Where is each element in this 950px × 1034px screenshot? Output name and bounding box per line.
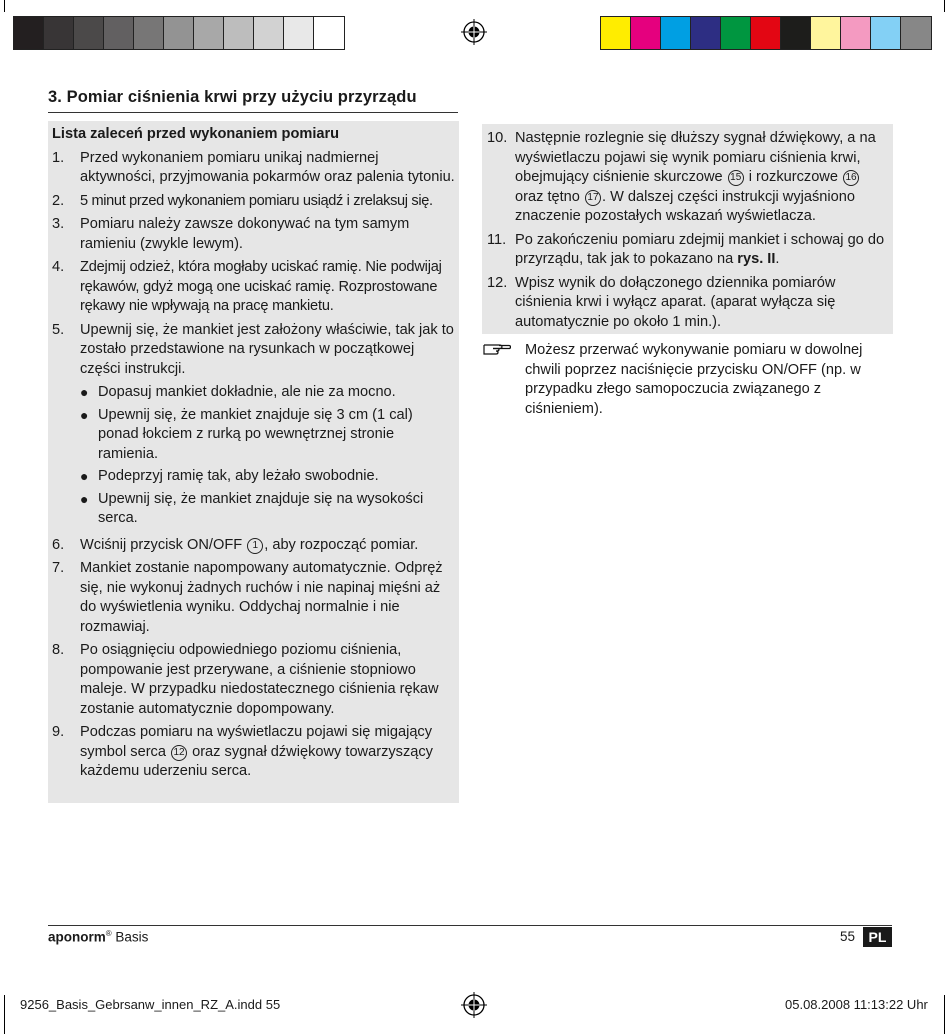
color-swatch <box>631 17 661 49</box>
footer-brand: aponorm® Basis <box>48 929 149 945</box>
checklist-heading: Lista zaleceń przed wykonaniem pomiaru <box>52 126 340 142</box>
reference-number: 12 <box>171 745 187 761</box>
item-text: Po zakończeniu pomiaru zdejmij mankiet i schowaj go do przyrządu, tak jak to pokazano na rys. II. <box>515 231 885 267</box>
trim-mark <box>4 0 5 12</box>
item-text: Upewnij się, że mankiet jest założony właściwie, tak jak to zostało przedstawione na rysunkach w początkowej części instrukcji. <box>80 321 454 377</box>
figure-reference: rys. II <box>737 251 776 267</box>
language-badge: PL <box>863 927 892 947</box>
list-item <box>487 274 887 333</box>
bullet-item: ● Upewnij się, że mankiet znajduje się na wysokości serca. <box>80 490 424 526</box>
item-text: Po osiągnięciu odpowiedniego poziomu ciśnienia, pompowanie jest przerywane, a ciśnienie stopniowo maleje. W przypadku niedostatecznego ciśnienia rękaw zostanie automatycznie dopompowany. <box>80 642 439 717</box>
item-number: 2. <box>52 192 65 209</box>
list-item <box>52 641 456 719</box>
pointing-hand-icon <box>483 341 525 419</box>
bullet-item: ● Upewnij się, że mankiet znajduje się 3 cm (1 cal) ponad łokciem z rurką po wewnętrznej stronie ramienia. <box>80 406 413 462</box>
item-text: Przed wykonaniem pomiaru unikaj nadmiernej aktywności, przyjmowania pokarmów oraz palenia tytoniu. <box>80 149 455 185</box>
registration-mark-icon <box>461 19 487 45</box>
reference-number: 1 <box>247 538 263 554</box>
color-swatch <box>601 17 631 49</box>
slug-timestamp: 05.08.2008 11:13:22 Uhr <box>785 997 928 1012</box>
color-swatch <box>44 17 74 49</box>
item-text: Mankiet zostanie napompowany automatycznie. Odpręż się, nie wykonuj żadnych ruchów i nie napinaj mięśni aż do wyświetlenia wyniku. Oddychaj normalnie i nie rozmawiaj. <box>80 560 443 635</box>
list-item <box>52 559 456 637</box>
color-swatch <box>781 17 811 49</box>
list-item <box>52 215 456 254</box>
list-item <box>52 321 456 532</box>
item-number: 7. <box>52 560 65 576</box>
item-number: 4. <box>52 259 65 275</box>
color-swatch <box>74 17 104 49</box>
list-item <box>52 192 456 212</box>
color-swatch <box>284 17 314 49</box>
color-swatch <box>194 17 224 49</box>
list-item <box>52 536 456 556</box>
color-swatch <box>691 17 721 49</box>
item-text: Następnie rozlegnie się dłuższy sygnał dźwiękowy, a na wyświetlaczu pojawi się wynik pomiaru ciśnienia krwi, obejmujący ciśnienie skurczowe 15 i rozkurczowe 16 oraz tętno 17 . W dalszej części instrukcji wyjaśniono znaczenie pozostałych wskazań wyświetlacza. <box>515 130 876 224</box>
bullet-item: ● Dopasuj mankiet dokładnie, ale nie za mocno. <box>80 384 396 400</box>
item-number: 1. <box>52 149 65 166</box>
color-swatch <box>314 17 344 49</box>
bullet-list <box>80 383 456 529</box>
color-swatch <box>901 17 931 49</box>
color-swatch <box>871 17 901 49</box>
item-number: 5. <box>52 321 65 338</box>
list-item <box>52 149 456 188</box>
item-text: Pomiaru należy zawsze dokonywać na tym samym ramieniu (zwykle lewym). <box>80 216 410 252</box>
item-number: 10. <box>487 130 508 146</box>
item-number: 11. <box>487 231 507 248</box>
footer-divider <box>48 925 892 926</box>
section-title: 3. Pomiar ciśnienia krwi przy użyciu przyrządu <box>48 88 417 106</box>
item-number: 3. <box>52 216 65 232</box>
color-swatch <box>104 17 134 49</box>
list-item <box>487 129 887 227</box>
item-number: 9. <box>52 724 65 740</box>
right-column <box>487 129 887 336</box>
page-number: 55 <box>840 929 856 944</box>
color-swatch <box>661 17 691 49</box>
bullet-item: ● Podeprzyj ramię tak, aby leżało swobodnie. <box>80 468 379 484</box>
color-swatch <box>721 17 751 49</box>
left-column <box>52 125 456 786</box>
note-text: Możesz przerwać wykonywanie pomiaru w dowolnej chwili poprzez naciśnięcie przycisku ON/OFF (np. w przypadku złego samopoczucia związanego z ciśnieniem). <box>525 342 863 417</box>
color-swatch <box>164 17 194 49</box>
trim-mark <box>944 0 945 12</box>
color-swatch <box>134 17 164 49</box>
list-item <box>487 231 887 270</box>
item-text: Podczas pomiaru na wyświetlaczu pojawi się migający symbol serca 12 oraz sygnał dźwiękowy towarzyszący każdemu uderzeniu serca. <box>80 724 433 779</box>
reference-number: 16 <box>843 170 859 186</box>
color-swatch <box>841 17 871 49</box>
trim-mark <box>944 995 945 1034</box>
title-divider <box>48 112 458 113</box>
item-number: 6. <box>52 536 65 553</box>
note <box>483 341 883 419</box>
color-swatch <box>254 17 284 49</box>
color-swatch <box>224 17 254 49</box>
item-text: Zdejmij odzież, która mogłaby uciskać ramię. Nie podwijaj rękawów, gdyż mogą one uciskać ramię. Rozprostowane rękawy nie wpływają na pracę mankietu. <box>80 259 442 314</box>
item-text: 5 minut przed wykonaniem pomiaru usiądź i zrelaksuj się. <box>80 192 433 209</box>
item-number: 12. <box>487 274 508 291</box>
reference-number: 17 <box>585 190 601 206</box>
item-text: Wciśnij przycisk ON/OFF 1 , aby rozpocząć pomiar. <box>80 536 419 553</box>
slug-filename: 9256_Basis_Gebrsanw_innen_RZ_A.indd 55 <box>20 997 281 1012</box>
item-text: Wpisz wynik do dołączonego dziennika pomiarów ciśnienia krwi i wyłącz aparat. (aparat wyłącza się automatycznie po około 1 min.). <box>515 274 836 330</box>
color-calibration-bar <box>600 16 932 50</box>
registration-mark-icon <box>461 992 487 1018</box>
grey-calibration-bar <box>13 16 345 50</box>
list-item <box>52 258 456 317</box>
trim-mark <box>4 995 5 1034</box>
color-swatch <box>811 17 841 49</box>
item-number: 8. <box>52 642 65 658</box>
color-swatch <box>751 17 781 49</box>
reference-number: 15 <box>728 170 744 186</box>
list-item <box>52 723 456 782</box>
color-swatch <box>14 17 44 49</box>
